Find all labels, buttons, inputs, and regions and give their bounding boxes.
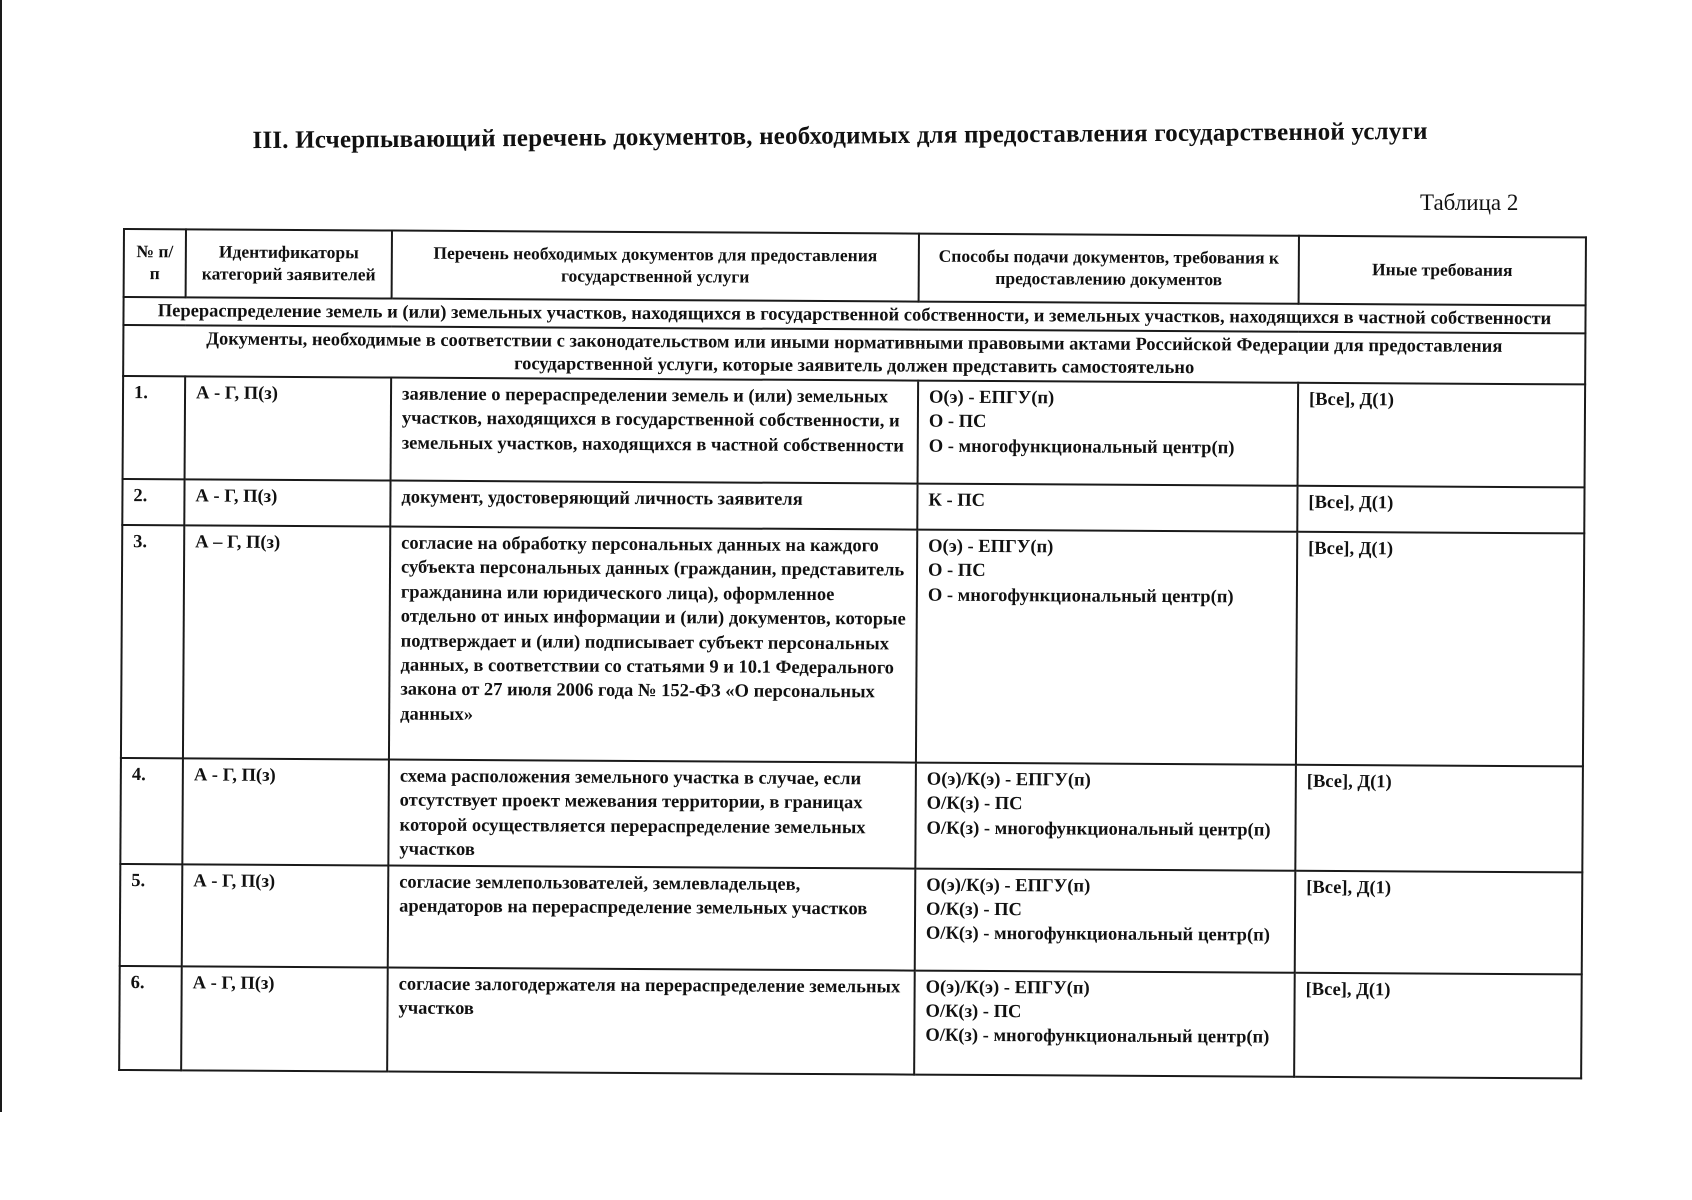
method-line: О(э) - ЕПГУ(п) — [928, 536, 1054, 558]
documents-table — [118, 228, 1587, 1079]
row-document: согласие залогодержателя на перераспределение земельных участков — [387, 967, 915, 1074]
section-title-redistribution: Перераспределение земель и (или) земельных участков, находящихся в государственной собственности, и земельных участков, находящихся в частной собственности — [123, 297, 1585, 333]
row-methods — [918, 381, 1299, 486]
method-line: О - многофункциональный центр(п) — [928, 436, 1235, 459]
table-row — [122, 479, 1584, 533]
row-document: схема расположения земельного участка в случае, если отсутствует проект межевания территории, в границах которой осуществляется перераспределение земельных участков — [388, 760, 916, 869]
table-row — [123, 376, 1586, 487]
row-identifiers: А - Г, П(з) — [182, 758, 389, 865]
row-other-requirements: [Все], Д(1) — [1295, 765, 1583, 872]
row-identifiers: А – Г, П(з) — [183, 525, 390, 759]
section-title-required-documents: Документы, необходимые в соответствии с законодательством или иными нормативными правовыми актами Российской Федерации для предоставления государственной услуги, которые заявитель должен представить самостоятельно — [123, 325, 1585, 385]
row-num: 1. — [123, 376, 186, 479]
row-methods — [915, 763, 1296, 871]
method-line: О - многофункциональный центр(п) — [927, 585, 1234, 608]
method-line: О(э)/К(э) - ЕПГУ(п) — [926, 769, 1091, 791]
method-line: О/К(з) - ПС — [926, 794, 1023, 815]
method-line: О(э) - ЕПГУ(п) — [928, 387, 1055, 409]
row-document: документ, удостоверяющий личность заявителя — [390, 481, 917, 530]
section-row — [123, 325, 1585, 385]
method-line: О/К(з) - многофункциональный центр(п) — [925, 924, 1271, 947]
header-documents: Перечень необходимых документов для предоставления государственной услуги — [392, 231, 919, 302]
method-line: О/К(з) - ПС — [925, 1001, 1022, 1023]
table-row — [120, 864, 1583, 974]
method-line: О/К(з) - многофункциональный центр(п) — [925, 1026, 1270, 1049]
table-row — [121, 525, 1584, 766]
row-identifiers: А - Г, П(з) — [181, 966, 388, 1071]
method-line: О(э)/К(э) - ЕПГУ(п) — [925, 977, 1090, 999]
method-line: О(э)/К(э) - ЕПГУ(п) — [926, 875, 1091, 897]
row-num: 2. — [122, 479, 184, 525]
method-line: О/К(з) - многофункциональный центр(п) — [926, 818, 1271, 841]
row-methods — [916, 530, 1297, 765]
row-num: 3. — [121, 525, 184, 758]
header-num: № п/п — [124, 229, 186, 297]
scan-edge-line — [0, 0, 2, 1112]
header-methods: Способы подачи документов, требования к предоставлению документов — [919, 234, 1299, 304]
row-num: 4. — [120, 758, 183, 864]
section-heading: III. Исчерпывающий перечень документов, необходимых для предоставления государственной услуги — [252, 117, 1428, 155]
table-row — [119, 966, 1582, 1078]
row-methods — [915, 868, 1296, 972]
row-other-requirements: [Все], Д(1) — [1295, 870, 1583, 974]
method-line: О - ПС — [927, 561, 986, 582]
row-num: 6. — [119, 966, 182, 1070]
row-other-requirements: [Все], Д(1) — [1297, 486, 1584, 534]
row-identifiers: А - Г, П(з) — [182, 864, 389, 967]
row-identifiers: А - Г, П(з) — [184, 479, 390, 526]
row-identifiers: А - Г, П(з) — [185, 376, 392, 480]
row-methods — [917, 484, 1297, 532]
method-line: О - ПС — [928, 412, 987, 433]
row-other-requirements: [Все], Д(1) — [1298, 383, 1586, 488]
row-methods — [914, 970, 1295, 1076]
header-identifiers: Идентификаторы категорий заявителей — [186, 229, 392, 298]
table-row — [120, 758, 1583, 872]
row-other-requirements: [Все], Д(1) — [1294, 972, 1582, 1078]
row-document: согласие на обработку персональных данных на каждого субъекта персональных данных (гражданин, представитель гражданина или юридического лица), оформленное отдельно от иных информации и (или) документов, которые подтверждает и (или) подписывает субъект персональных данных, в соответствии со статьями 9 и 10.1 Федерального закона от 27 июля 2006 года № 152-ФЗ «О персональных данных» — [389, 527, 917, 763]
row-document: согласие землепользователей, землевладельцев, арендаторов на перераспределение земельных участков — [388, 865, 916, 970]
method-line: О/К(з) - ПС — [926, 899, 1023, 921]
row-num: 5. — [120, 864, 183, 966]
table-caption: Таблица 2 — [1420, 190, 1519, 215]
table-header-row — [124, 229, 1586, 305]
row-other-requirements: [Все], Д(1) — [1296, 532, 1584, 767]
header-other: Иные требования — [1299, 236, 1586, 306]
row-document: заявление о перераспределении земель и (или) земельных участков, находящихся в государственной собственности, и земельных участков, находящихся в частной собственности — [391, 378, 919, 484]
method-line: К - ПС — [928, 490, 986, 511]
